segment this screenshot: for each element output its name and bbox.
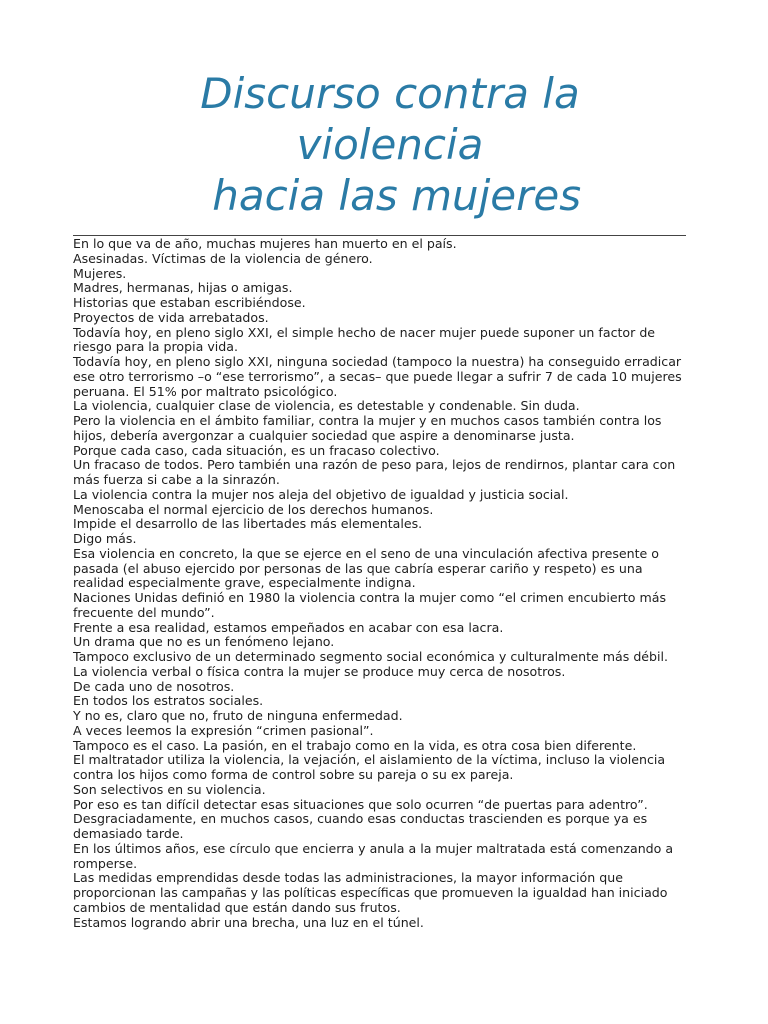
paragraph: Menoscaba el normal ejercicio de los derechos humanos. — [73, 501, 434, 517]
paragraph: Esa violencia en concreto, la que se ejerce en el seno de una vinculación afectiva presente o pasada (el abuso ejercido por personas de las que cabría esperar cariño y respeto) es una realidad especialmente grave, especialmente indigna. — [73, 545, 660, 591]
paragraph: Por eso es tan difícil detectar esas situaciones que solo ocurren “de puertas para adentro”. — [73, 796, 648, 812]
paragraph: Pero la violencia en el ámbito familiar, contra la mujer y en muchos casos también contra los hijos, debería avergonzar a cualquier sociedad que aspire a denominarse justa. — [73, 413, 662, 443]
paragraph: En los últimos años, ese círculo que encierra y anula a la mujer maltratada está comenzando a romperse. — [73, 840, 674, 871]
paragraph: Todavía hoy, en pleno siglo XXI, el simple hecho de nacer mujer puede suponer un factor de riesgo para la propia vida. — [73, 324, 656, 355]
paragraph: Tampoco es el caso. La pasión, en el trabajo como en la vida, es otra cosa bien diferente. — [73, 737, 637, 753]
paragraph: Mujeres. — [73, 265, 127, 281]
paragraph: En lo que va de año, muchas mujeres han muerto en el país. — [73, 236, 457, 251]
paragraph: Todavía hoy, en pleno siglo XXI, ninguna sociedad (tampoco la nuestra) ha conseguido erradicar ese otro terrorismo –o “ese terrorismo”, a secas– que puede llegar a sufrir 7 de cada 10 mujeres peruana. El 51% por maltrato psicológico. — [73, 354, 682, 399]
document-title — [90, 68, 690, 221]
title-line-2: violencia — [296, 120, 484, 169]
paragraph: Un drama que no es un fenómeno lejano. — [73, 634, 335, 650]
paragraph: Digo más. — [73, 531, 137, 546]
document-body — [73, 237, 693, 930]
paragraph: Frente a esa realidad, estamos empeñados en acabar con esa lacra. — [73, 619, 504, 635]
paragraph: Y no es, claro que no, fruto de ninguna enfermedad. — [73, 708, 403, 723]
paragraph: Son selectivos en su violencia. — [73, 781, 266, 797]
paragraph: Desgraciadamente, en muchos casos, cuando esas conductas trascienden es porque ya es demasiado tarde. — [73, 811, 648, 841]
paragraph: Un fracaso de todos. Pero también una razón de peso para, lejos de rendirnos, plantar cara con más fuerza si cabe a la sinrazón. — [73, 457, 676, 487]
paragraph: El maltratador utiliza la violencia, la vejación, el aislamiento de la víctima, incluso la violencia contra los hijos como forma de control sobre su pareja o su ex pareja. — [73, 752, 666, 782]
paragraph: Estamos logrando abrir una brecha, una luz en el túnel. — [73, 914, 424, 930]
paragraph: Impide el desarrollo de las libertades más elementales. — [73, 516, 423, 532]
paragraph: En todos los estratos sociales. — [73, 693, 264, 709]
title-line-1: Discurso contra la — [200, 69, 580, 118]
paragraph: A veces leemos la expresión “crimen pasional”. — [73, 722, 374, 738]
paragraph: De cada uno de nosotros. — [73, 678, 235, 694]
paragraph: Asesinadas. Víctimas de la violencia de género. — [73, 250, 373, 266]
paragraph: La violencia contra la mujer nos aleja del objetivo de igualdad y justicia social. — [73, 486, 569, 502]
paragraph: Madres, hermanas, hijas o amigas. — [73, 280, 293, 296]
paragraph: La violencia, cualquier clase de violencia, es detestable y condenable. Sin duda. — [73, 398, 580, 414]
paragraph: Proyectos de vida arrebatados. — [73, 309, 269, 325]
paragraph: Tampoco exclusivo de un determinado segmento social económica y culturalmente más débil. — [73, 649, 669, 664]
title-line-3: hacia las mujeres — [198, 171, 582, 220]
paragraph: Naciones Unidas definió en 1980 la violencia contra la mujer como “el crimen encubierto más frecuente del mundo”. — [73, 590, 667, 620]
paragraph: Porque cada caso, cada situación, es un fracaso colectivo. — [73, 442, 440, 458]
paragraph: Historias que estaban escribiéndose. — [73, 295, 306, 310]
paragraph: La violencia verbal o física contra la mujer se produce muy cerca de nosotros. — [73, 663, 566, 679]
paragraph: Las medidas emprendidas desde todas las administraciones, la mayor información que proporcionan las campañas y las políticas específicas que promueven la igualdad han iniciado cambios de mentalidad que están dando sus frutos. — [73, 870, 668, 915]
